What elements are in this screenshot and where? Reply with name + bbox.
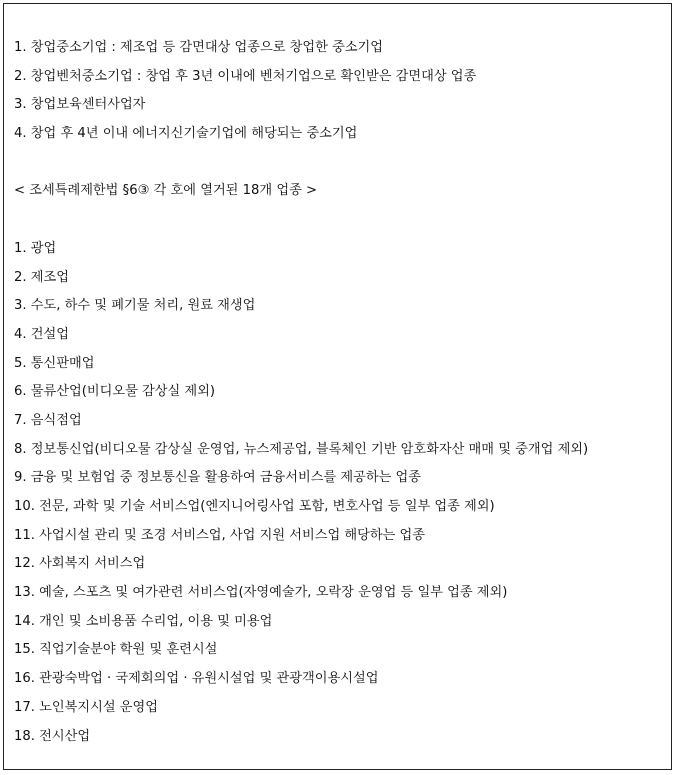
list-item: 9. 금융 및 보험업 중 정보통신을 활용하여 금융서비스를 제공하는 업종 xyxy=(14,470,422,486)
list-item: 3. 수도, 하수 및 폐기물 처리, 원료 재생업 xyxy=(14,298,256,314)
list-item: 10. 전문, 과학 및 기술 서비스업(엔지니어링사업 포함, 변호사업 등 일부 업종 제외) xyxy=(14,499,495,514)
list-item: 1. 창업중소기업 : 제조업 등 감면대상 업종으로 창업한 중소기업 xyxy=(14,40,384,55)
list-item: 15. 직업기술분야 학원 및 훈련시설 xyxy=(14,642,218,658)
list-item: 4. 건설업 xyxy=(14,326,69,342)
spacer xyxy=(14,149,667,178)
list-item: 12. 사회복지 서비스업 xyxy=(14,556,146,572)
list-item: 8. 정보통신업(비디오물 감상실 운영업, 뉴스제공업, 블록체인 기반 암호화자산 매매 및 중개업 제외) xyxy=(14,441,589,457)
list-item: 6. 물류산업(비디오물 감상실 제외) xyxy=(14,384,216,400)
list-item: 7. 음식점업 xyxy=(14,412,82,428)
list-item: 5. 통신판매업 xyxy=(14,355,95,371)
section-heading: < 조세특례제한법 §6③ 각 호에 열거된 18개 업종 > xyxy=(14,183,318,199)
list-item: 4. 창업 후 4년 이내 에너지신기술기업에 해당되는 중소기업 xyxy=(14,126,358,142)
list-item: 18. 전시산업 xyxy=(14,728,91,744)
list-item: 1. 광업 xyxy=(14,240,57,256)
list-item: 11. 사업시설 관리 및 조경 서비스업, 사업 지원 서비스업 해당하는 업종 xyxy=(14,527,426,543)
list-item: 14. 개인 및 소비용품 수리업, 이용 및 미용업 xyxy=(14,613,273,629)
spacer xyxy=(14,206,667,235)
list-item: 17. 노인복지시설 운영업 xyxy=(14,699,159,715)
list-item: 2. 창업벤처중소기업 : 창업 후 3년 이내에 벤처기업으로 확인받은 감면대상 업종 xyxy=(14,68,477,84)
list-item: 3. 창업보육센터사업자 xyxy=(14,97,146,113)
list-item: 16. 관광숙박업 · 국제회의업 · 유원시설업 및 관광객이용시설업 xyxy=(14,671,379,687)
list-item: 2. 제조업 xyxy=(14,269,69,285)
document-box xyxy=(3,3,672,770)
document-content xyxy=(14,34,667,751)
list-item: 13. 예술, 스포츠 및 여가관련 서비스업(자영예술가, 오락장 운영업 등 일부 업종 제외) xyxy=(14,585,508,601)
